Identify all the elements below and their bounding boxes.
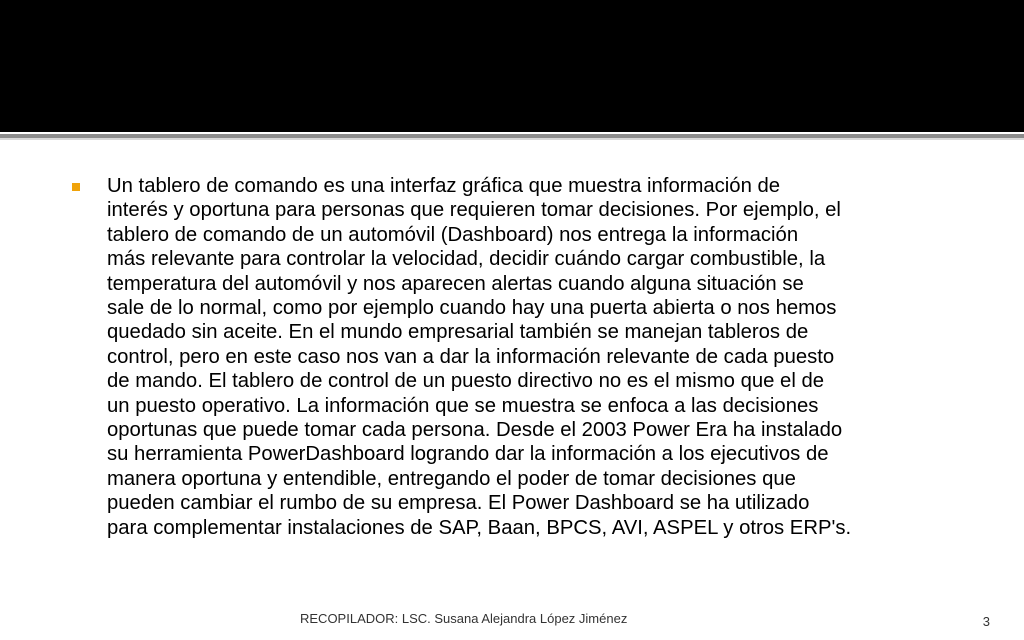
body-line: su herramienta PowerDashboard logrando dar la información a los ejecutivos de: [107, 443, 829, 466]
body-line: más relevante para controlar la velocidad, decidir cuándo cargar combustible, la: [107, 248, 826, 271]
body-line: para complementar instalaciones de SAP, Baan, BPCS, AVI, ASPEL y otros ERP's.: [107, 516, 852, 539]
square-bullet-icon: [72, 183, 80, 191]
body-line: interés y oportuna para personas que requieren tomar decisiones. Por ejemplo, el: [107, 199, 841, 222]
body-line: pueden cambiar el rumbo de su empresa. El Power Dashboard se ha utilizado: [107, 492, 810, 515]
body-line: tablero de comando de un automóvil (Dashboard) nos entrega la información: [107, 223, 799, 246]
body-line: quedado sin aceite. En el mundo empresarial también se manejan tableros de: [107, 321, 809, 344]
body-line: un puesto operativo. La información que se muestra se enfoca a las decisiones: [107, 394, 819, 417]
title-divider-highlight: [0, 138, 1024, 140]
bullet-text: [107, 174, 963, 540]
body-line: de mando. El tablero de control de un puesto directivo no es el mismo que el de: [107, 370, 825, 393]
body-line: oportunas que puede tomar cada persona. Desde el 2003 Power Era ha instalado: [107, 419, 843, 442]
body-line: Un tablero de comando es una interfaz gráfica que muestra información de: [107, 175, 781, 197]
title-band: [0, 0, 1024, 132]
page-number: 3: [982, 614, 990, 629]
bullet-item: [72, 174, 972, 540]
body-line: temperatura del automóvil y nos aparecen alertas cuando alguna situación se: [107, 272, 804, 295]
body-line: sale de lo normal, como por ejemplo cuando hay una puerta abierta o nos hemos: [107, 297, 837, 320]
slide-content: [72, 174, 972, 540]
footer-text: RECOPILADOR: LSC. Susana Alejandra López Jiménez: [300, 611, 628, 626]
body-line: control, pero en este caso nos van a dar la información relevante de cada puesto: [107, 345, 835, 368]
body-line: manera oportuna y entendible, entregando el poder de tomar decisiones que: [107, 467, 796, 490]
